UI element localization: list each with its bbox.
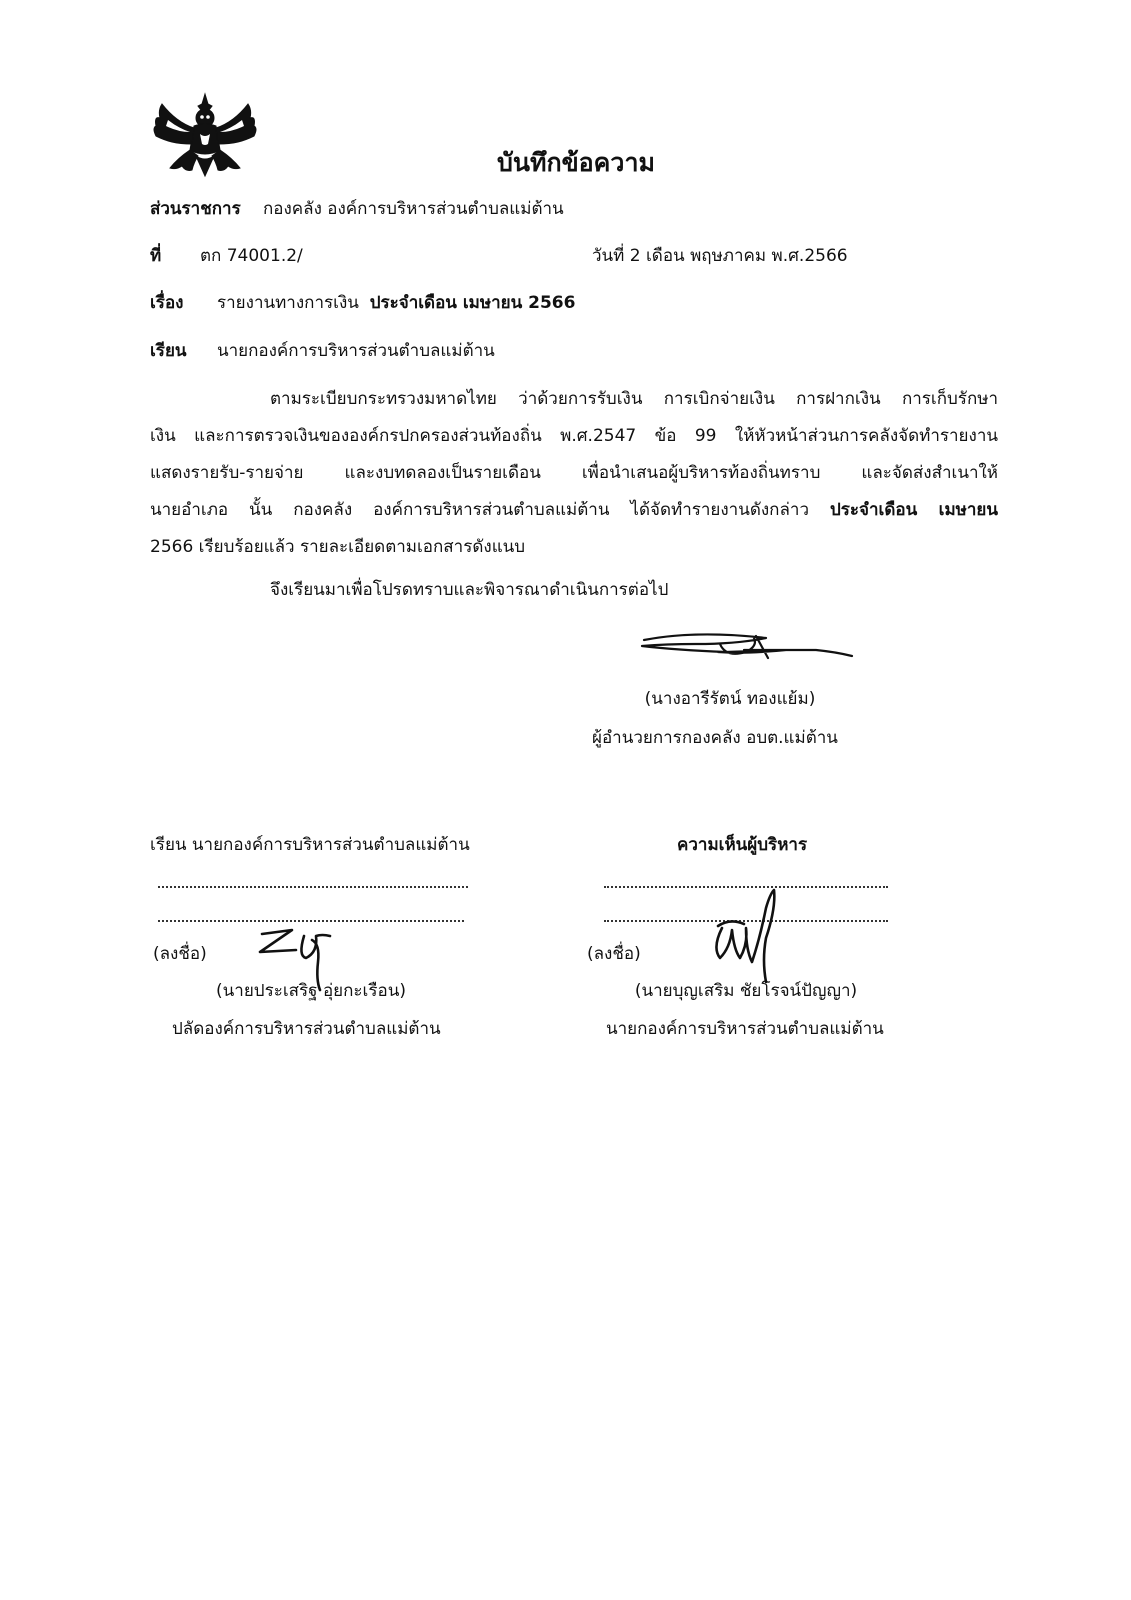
ref-label: ที่ — [150, 246, 162, 266]
agency-label: ส่วนราชการ — [150, 199, 241, 219]
body-line-4-period: ประจำเดือน เมษายน — [829, 500, 999, 520]
subject-value: รายงานทางการเงิน — [217, 293, 359, 313]
closing-sentence: จึงเรียนมาเพื่อโปรดทราบและพิจารณาดำเนินการต่อไป — [270, 580, 669, 600]
to-label: เรียน — [150, 341, 187, 361]
subject-label: เรื่อง — [150, 293, 184, 313]
right-heading: ความเห็นผู้บริหาร — [677, 835, 808, 855]
body-line-4 — [150, 492, 998, 529]
to-value: นายกองค์การบริหารส่วนตำบลแม่ต้าน — [217, 341, 495, 361]
left-dotted-line-1 — [158, 886, 468, 888]
garuda-emblem-icon — [150, 92, 260, 180]
body-line-3: แสดงรายรับ-รายจ่าย และงบทดลองเป็นรายเดือน เพื่อนำเสนอผู้บริหารท้องถิ่นทราบ และจัดส่งสำเนาให้ — [150, 463, 998, 483]
subject-line — [217, 292, 575, 314]
signature-mayor — [700, 888, 790, 988]
body-line-4-text: นายอำเภอ นั้น กองคลัง องค์การบริหารส่วนตำบลแม่ต้าน ได้จัดทำรายงานดังกล่าว — [150, 500, 809, 520]
right-sign-label: (ลงชื่อ) — [587, 944, 641, 964]
memo-date: วันที่ 2 เดือน พฤษภาคม พ.ศ.2566 — [592, 246, 848, 266]
left-sign-label: (ลงชื่อ) — [153, 944, 207, 964]
signature-director — [636, 628, 861, 668]
mayor-position: นายกองค์การบริหารส่วนตำบลแม่ต้าน — [606, 1019, 884, 1039]
left-heading: เรียน นายกองค์การบริหารส่วนตำบลแม่ต้าน — [150, 835, 470, 855]
ref-value: ตก 74001.2/ — [200, 246, 303, 266]
body-line-5: 2566 เรียบร้อยแล้ว รายละเอียดตามเอกสารดังแนบ — [150, 537, 526, 557]
director-position: ผู้อำนวยการกองคลัง อบต.แม่ต้าน — [592, 728, 838, 748]
agency-value: กองคลัง องค์การบริหารส่วนตำบลแม่ต้าน — [263, 199, 564, 219]
body-line-2: เงิน และการตรวจเงินขององค์กรปกครองส่วนท้องถิ่น พ.ศ.2547 ข้อ 99 ให้หัวหน้าส่วนการคลังจัดทำรายงาน — [150, 426, 998, 446]
deputy-name: (นายประเสริฐ อุ่ยกะเรือน) — [216, 981, 406, 1001]
memo-title: บันทึกข้อความ — [497, 148, 655, 177]
director-name: (นางอารีรัตน์ ทองแย้ม) — [644, 689, 816, 709]
mayor-name: (นายบุญเสริม ชัยโรจน์ปัญญา) — [634, 981, 858, 1001]
deputy-position: ปลัดองค์การบริหารส่วนตำบลแม่ต้าน — [172, 1019, 441, 1039]
subject-period: ประจำเดือน เมษายน 2566 — [369, 293, 576, 313]
body-line-1: ตามระเบียบกระทรวงมหาดไทย ว่าด้วยการรับเงิน การเบิกจ่ายเงิน การฝากเงิน การเก็บรักษา — [270, 389, 998, 409]
body-paragraph — [150, 381, 998, 566]
